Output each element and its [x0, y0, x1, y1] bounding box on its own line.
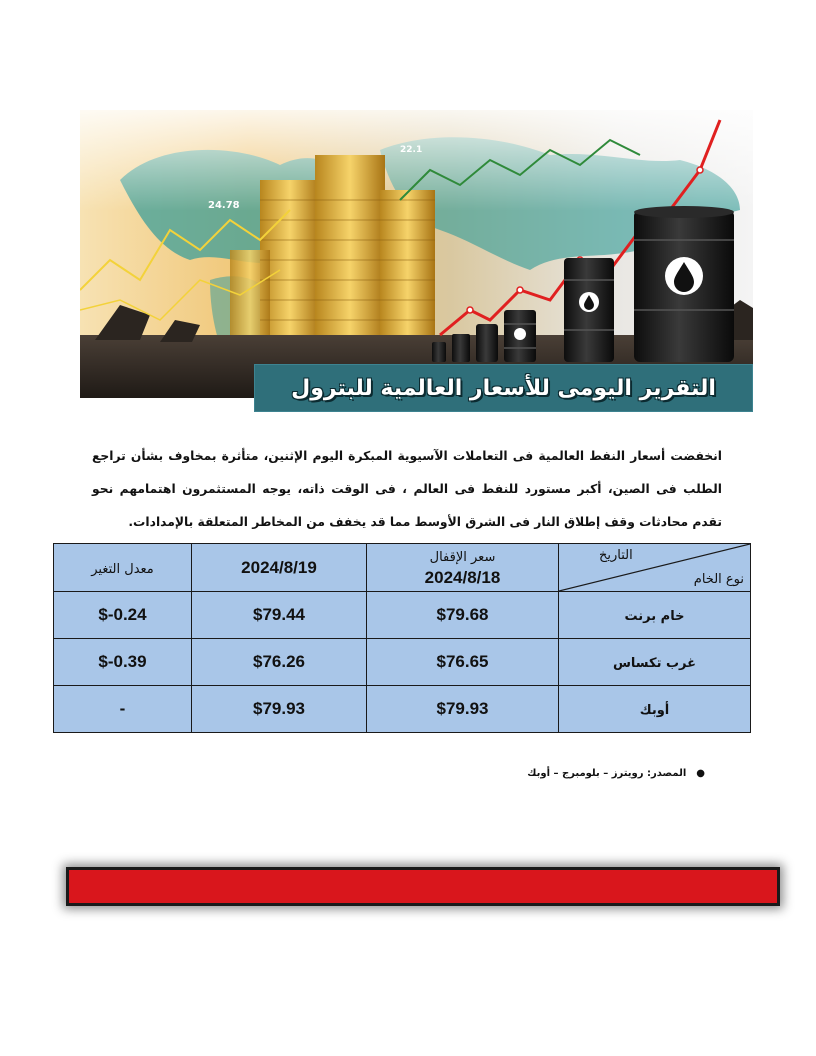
- banner-title: التقرير اليومى للأسعار العالمية للبترول: [291, 375, 716, 401]
- header-change: [54, 544, 192, 592]
- table-row: [54, 686, 751, 733]
- row-price-2: $79.93: [192, 686, 367, 733]
- crude-name: غرب تكساس: [612, 656, 697, 671]
- crude-name: أوبك: [639, 703, 670, 718]
- change-label: معدل التغير: [91, 561, 154, 577]
- header-corner: [559, 544, 751, 592]
- row-change: -: [54, 686, 192, 733]
- table-row: [54, 592, 751, 639]
- date-2: 2024/8/19: [241, 557, 317, 577]
- corner-crude-label: نوع الخام: [693, 572, 744, 587]
- row-price-1: $76.65: [367, 639, 559, 686]
- banner: [80, 110, 753, 412]
- row-price-1: $79.93: [367, 686, 559, 733]
- banner-image: [80, 110, 753, 398]
- header-closing: [367, 544, 559, 592]
- bullet-icon: ●: [696, 768, 705, 779]
- price-table: [53, 543, 751, 733]
- readout-2: 22.1: [400, 145, 423, 155]
- banner-title-bar: [254, 364, 753, 412]
- row-price-2: $76.26: [192, 639, 367, 686]
- row-crude-name: [559, 686, 751, 733]
- readout-1: 24.78: [208, 200, 240, 211]
- date-1: 2024/8/18: [424, 567, 501, 587]
- table-header-row: [54, 544, 751, 592]
- intro-paragraph: انخفضت أسعار النفط العالمية فى التعاملات الآسيوية المبكرة اليوم الإثنين، متأثرة بمخاوف بشأن تراجع الطلب فى الصين، أكبر مستورد للنفط فى العالم ، فى الوقت ذاته، يوجه المستثمرون اهتمامهم نحو تقدم محادثات وقف إطلاق النار فى الشرق الأوسط مما قد يخفف من المخاطر المتعلقة بالإمدادات.: [92, 449, 722, 529]
- crude-name: خام برنت: [624, 609, 685, 624]
- header-date-2: [192, 544, 367, 592]
- row-crude-name: [559, 592, 751, 639]
- closing-label: سعر الإقفال: [429, 549, 496, 565]
- table-row: [54, 639, 751, 686]
- row-change: $-0.39: [54, 639, 192, 686]
- row-change: $-0.24: [54, 592, 192, 639]
- source-text: المصدر: رويترز – بلومبرج – أوبك: [527, 768, 687, 779]
- source-note: [430, 768, 705, 779]
- footer-red-bar: [66, 867, 780, 906]
- corner-date-label: التاريخ: [599, 548, 633, 563]
- row-crude-name: [559, 639, 751, 686]
- row-price-2: $79.44: [192, 592, 367, 639]
- row-price-1: $79.68: [367, 592, 559, 639]
